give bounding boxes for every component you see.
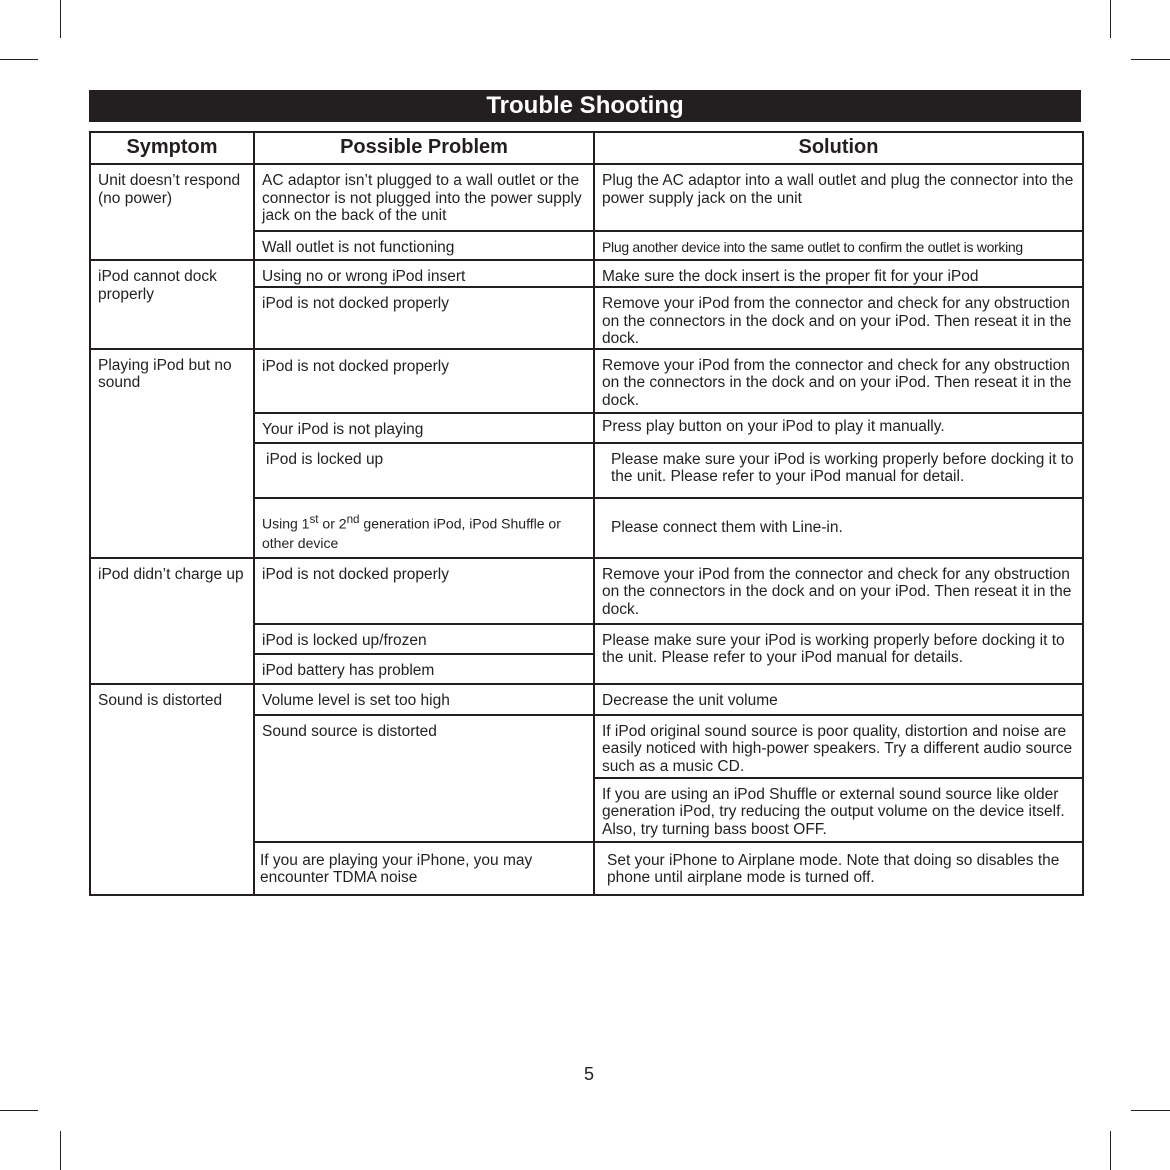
symptom-cell: Playing iPod but no sound <box>90 349 254 558</box>
solution-cell: Please connect them with Line-in. <box>594 498 1083 558</box>
solution-cell: Decrease the unit volume <box>594 684 1083 715</box>
solution-cell: Make sure the dock insert is the proper fit for your iPod <box>594 260 1083 287</box>
crop-mark <box>1110 0 1111 38</box>
crop-mark <box>1131 59 1170 60</box>
solution-cell: Remove your iPod from the connector and check for any obstruction on the connectors in the dock and on your iPod. Then reseat it in the dock. <box>594 558 1083 624</box>
header-solution: Solution <box>594 132 1083 164</box>
problem-cell: iPod battery has problem <box>254 654 594 684</box>
page-title: Trouble Shooting <box>89 90 1081 122</box>
crop-mark <box>0 1110 38 1111</box>
superscript: st <box>309 512 319 526</box>
solution-cell: Remove your iPod from the connector and check for any obstruction on the connectors in the dock and on your iPod. Then reseat it in the dock. <box>594 349 1083 413</box>
crop-mark <box>60 0 61 38</box>
problem-cell: Using no or wrong iPod insert <box>254 260 594 287</box>
problem-cell: If you are playing your iPhone, you may encounter TDMA noise <box>254 842 594 895</box>
problem-cell: Your iPod is not playing <box>254 413 594 443</box>
problem-cell: Volume level is set too high <box>254 684 594 715</box>
text: generation iPod, iPod Shuffle or other device <box>262 515 561 552</box>
symptom-cell: Unit doesn’t respond (no power) <box>90 164 254 260</box>
text: Using 1 <box>262 515 310 532</box>
problem-cell: iPod is not docked properly <box>254 349 594 413</box>
page-number: 5 <box>583 1064 594 1084</box>
solution-cell: Set your iPhone to Airplane mode. Note that doing so disables the phone until airplane mode is turned off. <box>594 842 1083 895</box>
solution-cell: Please make sure your iPod is working properly before docking it to the unit. Please refer to your iPod manual for details. <box>594 624 1083 684</box>
crop-mark <box>1110 1131 1111 1170</box>
solution-cell: Please make sure your iPod is working properly before docking it to the unit. Please refer to your iPod manual for detail. <box>594 443 1083 498</box>
solution-cell: Press play button on your iPod to play it manually. <box>594 413 1083 443</box>
solution-cell: Plug another device into the same outlet to confirm the outlet is working <box>594 231 1083 260</box>
problem-cell: iPod is not docked properly <box>254 287 594 349</box>
crop-mark <box>0 59 38 60</box>
troubleshooting-table <box>89 131 1084 896</box>
problem-cell: iPod is locked up <box>254 443 594 498</box>
problem-cell: Wall outlet is not functioning <box>254 231 594 260</box>
problem-cell: iPod is locked up/frozen <box>254 624 594 654</box>
solution-cell: Remove your iPod from the connector and check for any obstruction on the connectors in the dock and on your iPod. Then reseat it in the dock. <box>594 287 1083 349</box>
crop-mark <box>60 1131 61 1170</box>
solution-cell: If iPod original sound source is poor quality, distortion and noise are easily noticed with high-power speakers. Try a different audio source such as a music CD. <box>594 715 1083 778</box>
header-problem: Possible Problem <box>254 132 594 164</box>
text: or 2 <box>318 515 347 532</box>
symptom-cell: iPod didn’t charge up <box>90 558 254 684</box>
problem-cell: iPod is not docked properly <box>254 558 594 624</box>
solution-cell: If you are using an iPod Shuffle or external sound source like older generation iPod, try reducing the output volume on the device itself. Also, try turning bass boost OFF. <box>594 778 1083 842</box>
problem-cell <box>254 498 594 558</box>
solution-cell: Plug the AC adaptor into a wall outlet and plug the connector into the power supply jack on the unit <box>594 164 1083 231</box>
crop-mark <box>1131 1110 1170 1111</box>
symptom-cell: Sound is distorted <box>90 684 254 895</box>
problem-cell: AC adaptor isn’t plugged to a wall outlet or the connector is not plugged into the power supply jack on the back of the unit <box>254 164 594 231</box>
symptom-cell: iPod cannot dock properly <box>90 260 254 349</box>
problem-cell: Sound source is distorted <box>254 715 594 842</box>
header-symptom: Symptom <box>90 132 254 164</box>
superscript: nd <box>346 512 360 526</box>
